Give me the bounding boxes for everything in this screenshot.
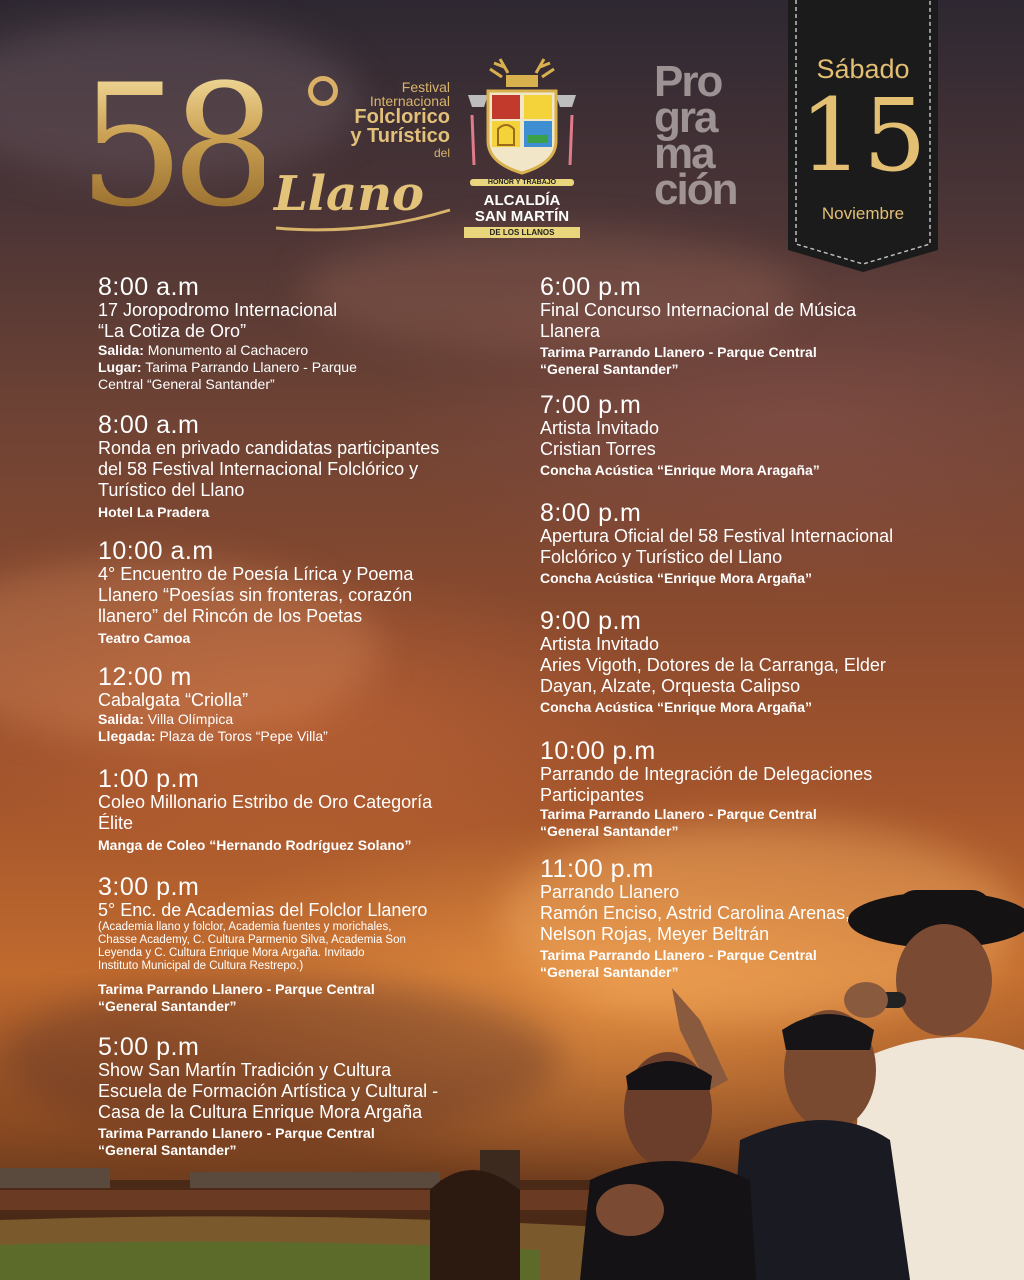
event-title: 4° Encuentro de Poesía Lírica y Poema [98, 564, 414, 584]
event-time: 5:00 p.m [98, 1033, 200, 1061]
event-location-line2: “General Santander” [540, 361, 679, 377]
event-location-line2: “General Santander” [540, 823, 679, 839]
event-time: 10:00 a.m [98, 537, 214, 565]
event-item [540, 500, 940, 587]
event-time: 10:00 p.m [540, 737, 656, 765]
event-detail [98, 711, 478, 728]
logo-del-text: del [433, 146, 450, 160]
event-time: 8:00 a.m [98, 273, 200, 301]
event-note: (Academia llano y folclor, Academia fuentes y morichales, [98, 921, 392, 933]
event-time: 11:00 p.m [540, 855, 654, 883]
alcaldia-crest [458, 55, 586, 245]
event-title: 5° Enc. de Academias del Folclor Llanero [98, 900, 428, 920]
event-time: 8:00 p.m [540, 499, 642, 527]
event-title-line2: Ramón Enciso, Astrid Carolina Arenas, [540, 903, 851, 923]
event-location: Concha Acústica “Enrique Mora Argaña” [540, 699, 813, 715]
event-title: 17 Joropodromo Internacional [98, 300, 338, 320]
event-detail [98, 342, 357, 359]
event-time: 8:00 a.m [98, 411, 200, 439]
programacion-line2: gra [654, 93, 717, 142]
logo-line-festival: Festival [401, 79, 450, 95]
event-location: Tarima Parrando Llanero - Parque Central [98, 1125, 375, 1141]
event-title-line2: Élite [98, 813, 134, 833]
logo-line-internacional: Internacional [369, 93, 450, 109]
crest-name-line1: ALCALDÍA [483, 192, 561, 209]
event-detail [98, 359, 357, 376]
programacion-line4: ción [654, 165, 737, 214]
event-title-line3: Dayan, Alzate, Orquesta Calipso [540, 676, 801, 696]
singers-illustration [560, 880, 1024, 1280]
event-title-line3: Casa de la Cultura Enrique Mora Argaña [98, 1102, 423, 1122]
event-item [98, 412, 478, 521]
event-location-line2: “General Santander” [540, 964, 679, 980]
event-title-line2: Folclórico y Turístico del Llano [540, 547, 783, 567]
event-time: 1:00 p.m [98, 765, 200, 793]
detail-label: Llegada: [98, 728, 156, 744]
date-month: Noviembre [821, 204, 905, 223]
event-note: Chasse Academy, C. Cultura Parmenio Silva, Academia Son [98, 934, 406, 946]
event-title-line2: “La Cotiza de Oro” [98, 321, 247, 341]
event-location: Tarima Parrando Llanero - Parque Central [98, 981, 375, 997]
date-banner [788, 0, 938, 272]
event-location: Hotel La Pradera [98, 504, 210, 520]
event-note: Instituto Municipal de Cultura Restrepo.) [98, 960, 304, 972]
logo-number: 58 [78, 48, 264, 244]
event-item [98, 274, 357, 393]
event-item [540, 608, 940, 716]
detail-text: Plaza de Toros “Pepe Villa” [159, 728, 328, 744]
programacion-line1: Pro [654, 57, 722, 106]
detail-text: Tarima Parrando Llanero - Parque [145, 359, 357, 375]
event-location: Teatro Camoa [98, 630, 191, 646]
event-title-line3: Turístico del Llano [98, 480, 245, 500]
event-time: 6:00 p.m [540, 273, 642, 301]
date-day: Sábado [816, 54, 910, 84]
event-detail [98, 728, 478, 745]
logo-llano-text: Llano [274, 166, 424, 222]
detail-text: Villa Olímpica [147, 711, 234, 727]
event-item [98, 1034, 478, 1159]
event-title: Parrando de Integración de Delegaciones [540, 764, 873, 784]
logo-swoosh-icon [274, 206, 454, 236]
event-title-line2: Escuela de Formación Artística y Cultural - [98, 1081, 439, 1101]
event-item [98, 664, 478, 745]
event-title: Final Concurso Internacional de Música [540, 300, 857, 320]
event-title: Show San Martín Tradición y Cultura [98, 1060, 392, 1080]
date-number: 15 [799, 77, 927, 194]
event-location: Concha Acústica “Enrique Mora Aragaña” [540, 462, 820, 478]
logo-line-folclorico: Folclorico [354, 106, 450, 128]
event-title-line2: Aries Vigoth, Dotores de la Carranga, Elder [540, 655, 886, 675]
event-title-line3: llanero” del Rincón de los Poetas [98, 606, 363, 626]
event-location: Tarima Parrando Llanero - Parque Central [540, 344, 817, 360]
crest-motto: HONOR Y TRABAJO [470, 179, 574, 186]
event-title-line2: Llanero “Poesías sin fronteras, corazón [98, 585, 413, 605]
logo-line-turistico: y Turístico [350, 125, 450, 147]
detail-label: Lugar: [98, 359, 142, 375]
event-location: Tarima Parrando Llanero - Parque Central [540, 806, 817, 822]
event-item [540, 738, 940, 840]
event-title-line2: del 58 Festival Internacional Folclórico y [98, 459, 419, 479]
crest-subname: DE LOS LLANOS [464, 227, 580, 238]
event-title: Apertura Oficial del 58 Festival Internacional [540, 526, 894, 546]
event-title: Artista Invitado [540, 634, 660, 654]
event-title-line2: Llanera [540, 321, 601, 341]
event-item [98, 766, 478, 854]
event-item [98, 538, 478, 647]
event-time: 9:00 p.m [540, 607, 642, 635]
event-location-line2: “General Santander” [98, 998, 237, 1014]
event-title: Parrando Llanero [540, 882, 680, 902]
event-title: Artista Invitado [540, 418, 660, 438]
event-location-line2: “General Santander” [98, 1142, 237, 1158]
event-location: Manga de Coleo “Hernando Rodríguez Solano” [98, 837, 412, 853]
event-item [540, 274, 940, 378]
event-time: 3:00 p.m [98, 873, 200, 901]
logo-festival-text [290, 80, 450, 94]
festival-logo [78, 48, 450, 244]
detail-label: Salida: [98, 342, 144, 358]
event-title-line2: Participantes [540, 785, 645, 805]
event-title-line3: Nelson Rojas, Meyer Beltrán [540, 924, 770, 944]
event-title: Ronda en privado candidatas participantes [98, 438, 440, 458]
coat-of-arms-icon [458, 55, 586, 183]
crest-name [458, 193, 586, 225]
event-title-line2: Cristian Torres [540, 439, 656, 459]
event-title: Coleo Millonario Estribo de Oro Categoría [98, 792, 433, 812]
event-title: Cabalgata “Criolla” [98, 690, 249, 710]
event-location: Concha Acústica “Enrique Mora Argaña” [540, 570, 813, 586]
programacion-heading [654, 57, 774, 214]
event-item [540, 392, 940, 479]
event-item [98, 874, 478, 1015]
logo-folclorico-text [268, 108, 450, 146]
event-time: 12:00 m [98, 663, 192, 691]
event-time: 7:00 p.m [540, 391, 642, 419]
programacion-line3: ma [654, 129, 714, 178]
event-location: Tarima Parrando Llanero - Parque Central [540, 947, 817, 963]
event-note: Leyenda y C. Cultura Enrique Mora Argaña. Invitado [98, 947, 365, 959]
detail-label: Salida: [98, 711, 144, 727]
crest-name-line2: SAN MARTÍN [474, 208, 570, 225]
event-detail-line2: Central “General Santander” [98, 376, 275, 392]
detail-text: Monumento al Cachacero [147, 342, 309, 358]
